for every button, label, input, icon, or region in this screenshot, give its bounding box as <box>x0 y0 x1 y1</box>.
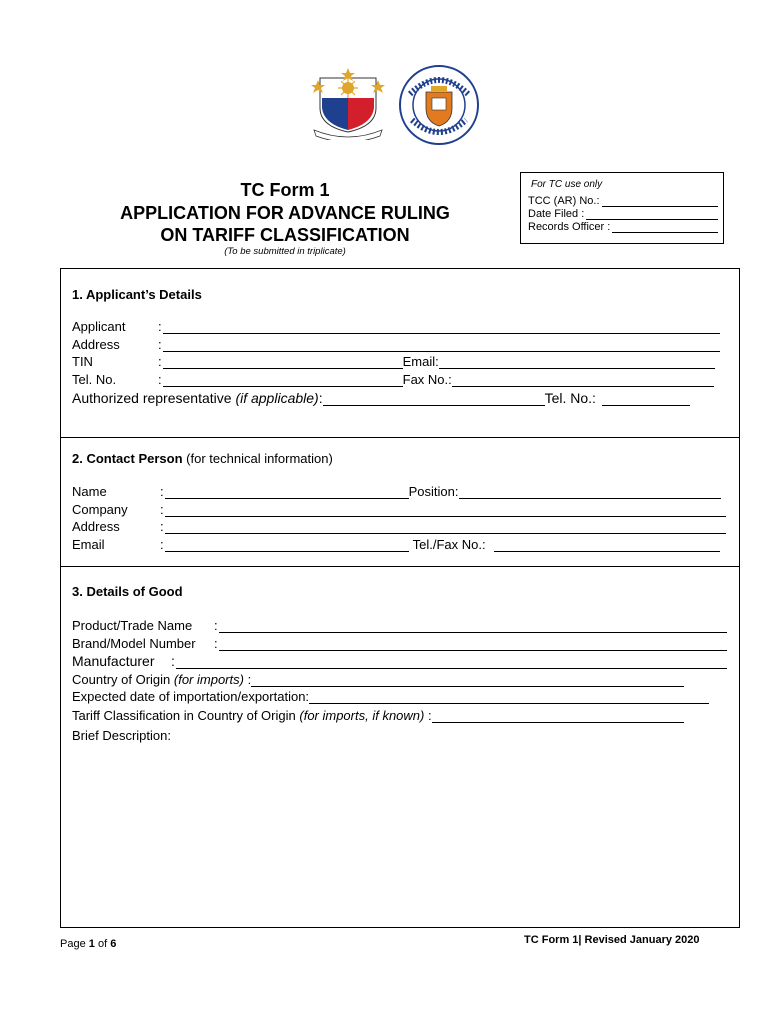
total-pages: 6 <box>110 938 117 950</box>
position-label: Position: <box>408 484 459 499</box>
product-field[interactable] <box>219 620 727 633</box>
tel-field[interactable] <box>163 374 403 387</box>
tariff-label: Tariff Classification in Country of Origin <box>72 708 296 723</box>
section3-title: 3. Details of Good <box>72 584 183 599</box>
applicant-row: Applicant : <box>72 318 720 334</box>
form-number: TC Form 1 <box>240 180 330 200</box>
tariff-field[interactable] <box>432 710 684 723</box>
manufacturer-label: Manufacturer <box>72 653 155 669</box>
records-officer-label: Records Officer : <box>528 221 611 233</box>
address-field[interactable] <box>163 339 720 352</box>
brand-field[interactable] <box>219 638 727 651</box>
applicants-details-section <box>60 268 740 438</box>
section2-title-note: (for technical information) <box>186 451 333 466</box>
section2-title: 2. Contact Person (for technical information) <box>72 451 333 466</box>
tin-field[interactable] <box>163 356 403 369</box>
position-field[interactable] <box>459 486 721 499</box>
tcc-number-field[interactable] <box>602 196 719 207</box>
tariff-note: (for imports, if known) <box>299 708 425 723</box>
expected-date-label: Expected date of importation/exportation: <box>72 689 310 704</box>
applicant-field[interactable] <box>163 321 720 334</box>
contact-person-section <box>60 436 740 567</box>
name-field[interactable] <box>165 486 409 499</box>
brief-description-label: Brief Description: <box>72 728 171 743</box>
tcc-number-row <box>528 195 718 207</box>
country-label: Country of Origin <box>72 672 171 687</box>
section1-title: 1. Applicant’s Details <box>72 287 202 302</box>
date-filed-row <box>528 208 718 220</box>
tin-email-row: TIN : Email: <box>72 353 715 369</box>
product-label: Product/Trade Name <box>72 618 193 633</box>
tc-box-heading: For TC use only <box>531 179 603 190</box>
name-label: Name <box>72 484 107 499</box>
records-officer-field[interactable] <box>612 222 718 233</box>
contact-address-field[interactable] <box>165 521 726 534</box>
contact-address-row: Address : <box>72 518 726 534</box>
tcc-number-label: TCC (AR) No.: <box>528 195 600 207</box>
submission-note: (To be submitted in triplicate) <box>224 246 346 257</box>
date-filed-label: Date Filed : <box>528 208 585 220</box>
philippine-coat-of-arms-logo <box>310 64 386 140</box>
company-label: Company <box>72 502 128 517</box>
current-page: 1 <box>88 938 95 950</box>
details-of-good-section <box>60 566 740 928</box>
authorized-rep-label: Authorized representative <box>72 390 232 406</box>
name-position-row: Name : Position: <box>72 483 721 499</box>
page-indicator: Page 1 of 6 <box>60 938 117 950</box>
authorized-tel-label: Tel. No.: <box>544 390 596 406</box>
date-filed-field[interactable] <box>586 209 718 220</box>
authorized-rep-note: (if applicable) <box>235 390 319 406</box>
tc-use-only-box <box>520 172 724 244</box>
telfax-label: Tel./Fax No.: <box>412 537 486 552</box>
contact-email-field[interactable] <box>165 539 409 552</box>
expected-date-field[interactable] <box>309 691 709 704</box>
form-revision: TC Form 1| Revised January 2020 <box>524 934 700 946</box>
form-title-line1: APPLICATION FOR ADVANCE RULING <box>120 203 450 223</box>
manufacturer-row: Manufacturer : <box>72 653 727 669</box>
applicant-label: Applicant <box>72 319 126 334</box>
brief-description-area[interactable] <box>72 748 722 913</box>
tel-label: Tel. No. <box>72 372 117 387</box>
telfax-field[interactable] <box>494 539 720 552</box>
expected-date-row <box>72 688 709 704</box>
country-row: Country of Origin (for imports) : <box>72 671 684 687</box>
tariff-commission-seal-logo <box>398 64 480 146</box>
tel-fax-row: Tel. No. : Fax No.: <box>72 371 714 387</box>
country-note: (for imports) <box>173 672 244 687</box>
authorized-tel-field[interactable] <box>602 393 690 406</box>
product-row: Product/Trade Name : <box>72 617 727 633</box>
email-label: Email: <box>402 354 439 369</box>
fax-label: Fax No.: <box>402 372 452 387</box>
tin-label: TIN <box>72 354 93 369</box>
brand-label: Brand/Model Number <box>72 636 196 651</box>
contact-email-label: Email <box>72 537 105 552</box>
fax-field[interactable] <box>452 374 714 387</box>
country-field[interactable] <box>251 674 684 687</box>
records-officer-row <box>528 221 718 233</box>
authorized-rep-field[interactable] <box>323 393 545 406</box>
form-title-line2: ON TARIFF CLASSIFICATION <box>160 225 410 245</box>
manufacturer-field[interactable] <box>176 656 727 669</box>
authorized-rep-row: Authorized representative (if applicable) : Tel. No.: <box>72 390 690 406</box>
address-label: Address <box>72 337 120 352</box>
company-field[interactable] <box>165 504 726 517</box>
contact-address-label: Address <box>72 519 120 534</box>
company-row: Company : <box>72 501 726 517</box>
email-field[interactable] <box>439 356 715 369</box>
address-row: Address : <box>72 336 720 352</box>
brief-description-row <box>72 727 171 743</box>
tariff-row: Tariff Classification in Country of Origin (for imports, if known) : <box>72 707 684 723</box>
brand-row: Brand/Model Number : <box>72 635 727 651</box>
email-telfax-row: Email : Tel./Fax No.: <box>72 536 720 552</box>
